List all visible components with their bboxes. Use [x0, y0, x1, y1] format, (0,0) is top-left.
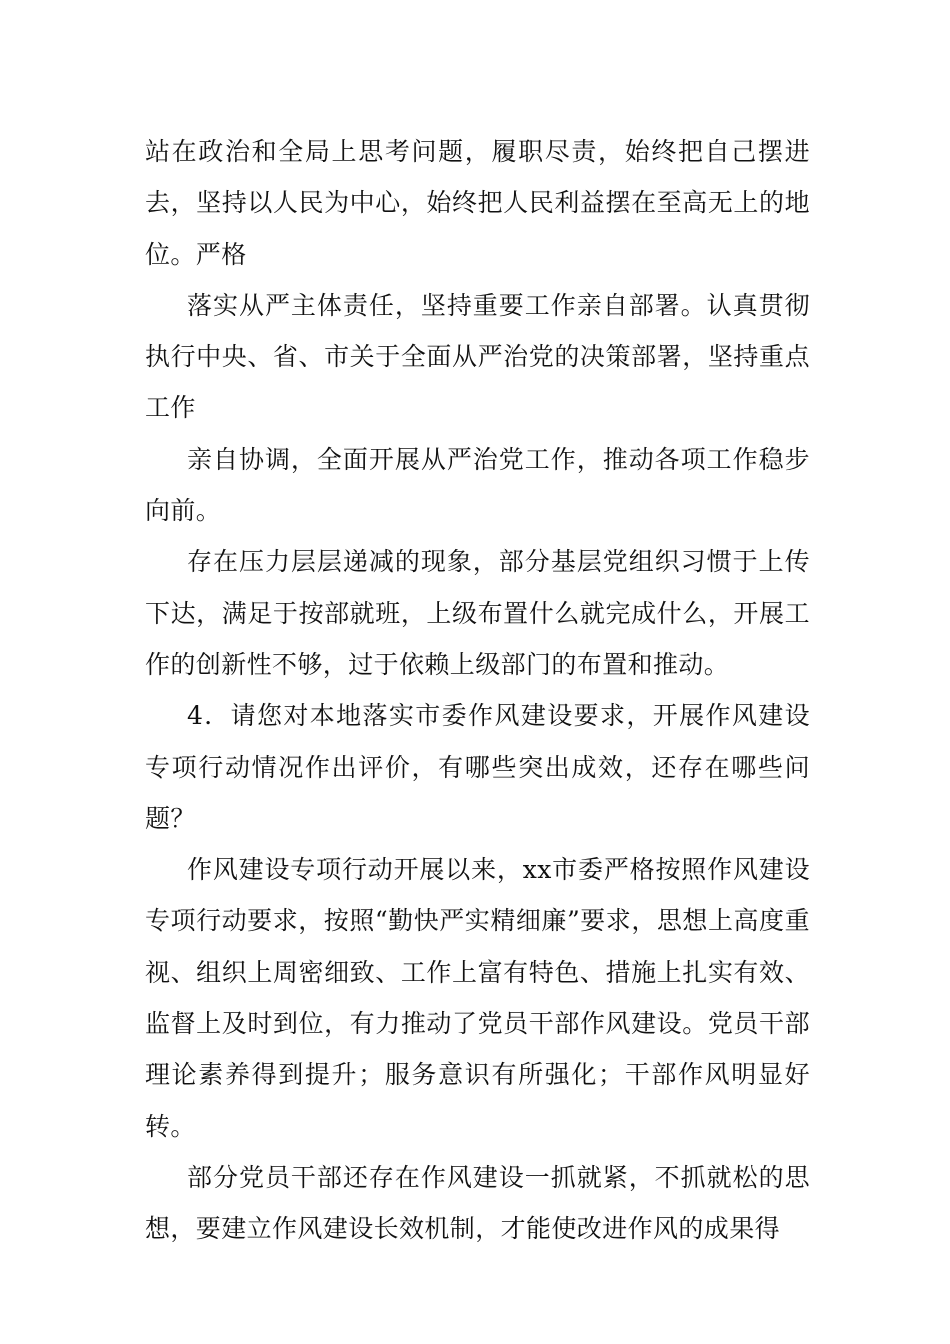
paragraph-1: 站在政治和全局上思考问题，履职尽责，始终把自己摆进去，坚持以人民为中心，始终把人民利益摆在至高无上的地位。严格 [145, 137, 810, 269]
paragraph-3: 亲自协调，全面开展从严治党工作，推动各项工作稳步向前。 [145, 444, 810, 526]
paragraph-2: 落实从严主体责任，坚持重要工作亲自部署。认真贯彻执行中央、省、市关于全面从严治党的决策部署，坚持重点工作 [145, 290, 810, 423]
paragraph-4: 存在压力层层递减的现象，部分基层党组织习惯于上传下达，满足于按部就班，上级布置什么就完成什么，开展工作的创新性不够，过于依赖上级部门的布置和推动。 [145, 547, 810, 679]
question-4: 4．请您对本地落实市委作风建设要求，开展作风建设专项行动情况作出评价，有哪些突出成效，还存在哪些问题？ [145, 701, 810, 833]
paragraph-7: 部分党员干部还存在作风建设一抓就紧，不抓就松的思想，要建立作风建设长效机制，才能使改进作风的成果得 [145, 1162, 810, 1244]
paragraph-6: 作风建设专项行动开展以来，xx市委严格按照作风建设专项行动要求，按照“勤快严实精细廉”要求，思想上高度重视、组织上周密细致、工作上富有特色、措施上扎实有效、监督上及时到位，有力推动了党员干部作风建设。党员干部理论素养得到提升；服务意识有所强化；干部作风明显好转。 [145, 855, 810, 1141]
document-body [145, 126, 810, 1255]
